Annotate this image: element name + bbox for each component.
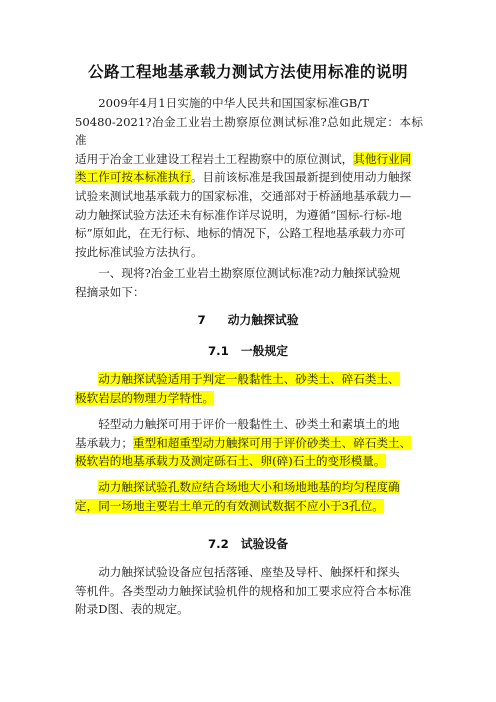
highlighted-text: 动力触探试验适用于判定一般黏性土、砂类土、碎石类土、: [98, 372, 400, 386]
paragraph-line: [75, 370, 423, 389]
section-one-line: 程摘录如下：: [75, 284, 145, 299]
heading-section-7: [0, 311, 496, 328]
intro-line: 标”原如此，在无行标、地标的情况下，公路工程地基承载力亦可: [75, 226, 406, 241]
intro-line: 2009年4月1日实施的中华人民共和国国家标准GB/T: [98, 96, 369, 110]
document-title: 公路工程地基承载力测试方法使用标准的说明: [87, 63, 408, 81]
paragraph-line: 轻型动力触探可用于评价一般黏性土、砂类土和素填土的地: [98, 417, 400, 431]
heading-text: 动力触探试验: [227, 313, 299, 327]
paragraph-line: 附录D图、表的规定。: [75, 602, 189, 617]
paragraph-line: 动力触探试验设备应包括落锤、座垫及导杆、触探杆和探头: [98, 565, 400, 579]
highlighted-text: 定，同一场地主要岩土单元的有效测试数据不应小于3孔位。: [75, 498, 384, 513]
paragraph-line: [75, 497, 423, 516]
heading-number: 7: [197, 313, 206, 327]
paragraph-7-2: [75, 563, 423, 619]
highlighted-text: 类工作可按本标准执行: [75, 170, 191, 185]
paragraph-line: 基承载力；重型和超重型动力触探可用于评价砂类土、碎石类土、: [75, 435, 412, 450]
paragraph-line: [75, 478, 423, 497]
section-one-paragraph: [75, 264, 423, 301]
intro-line: 动力触探试验方法还未有标准作详尽说明，为遵循“国标-行标-地: [75, 207, 402, 222]
paragraph-7-1-c: [75, 478, 423, 515]
section-one-line: 一、现将?冶金工业岩土勘察原位测试标准?动力触探试验规: [98, 266, 401, 280]
heading-section-7-2: [0, 535, 496, 552]
heading-text: 一般规定: [240, 344, 289, 358]
highlighted-text: 重型和超重型动力触探可用于评价砂类土、碎石类土、: [132, 435, 412, 450]
highlighted-text: 极软岩的地基承载力及测定砾石土、卵(碎)石土的变形模量。: [75, 454, 386, 469]
intro-line: 适用于冶金工业建设工程岩土工程勘察中的原位测试，其他行业同: [75, 151, 412, 166]
heading-number: 7.2: [207, 537, 229, 551]
intro-line: 试验来测试地基承载力的国家标准，交通部对于桥涵地基承载力—: [75, 188, 412, 203]
intro-line: 按此标准试验方法执行。: [75, 244, 203, 259]
intro-paragraph: [75, 94, 423, 261]
paragraph-7-1-b: [75, 415, 423, 471]
highlighted-text: 其他行业同: [353, 151, 412, 166]
intro-line: 50480-2021?冶金工业岩土勘察原位测试标准?总如此规定：本标准: [75, 114, 423, 148]
paragraph-line: [75, 452, 423, 471]
heading-section-7-1: [0, 342, 496, 359]
highlighted-text: 动力触探试验孔数应结合场地大小和场地地基的均匀程度确: [98, 480, 400, 494]
paragraph-line: [75, 389, 423, 408]
heading-text: 试验设备: [240, 537, 289, 551]
paragraph-line: 等机件。各类型动力触探试验机件的规格和加工要求应符合本标准: [75, 583, 412, 598]
intro-line: 类工作可按本标准执行。目前该标准是我国最新提到使用动力触探: [75, 170, 412, 185]
highlighted-text: 极软岩层的物理力学特性。: [75, 390, 215, 405]
paragraph-7-1-a: [75, 370, 423, 407]
heading-number: 7.1: [207, 344, 229, 358]
